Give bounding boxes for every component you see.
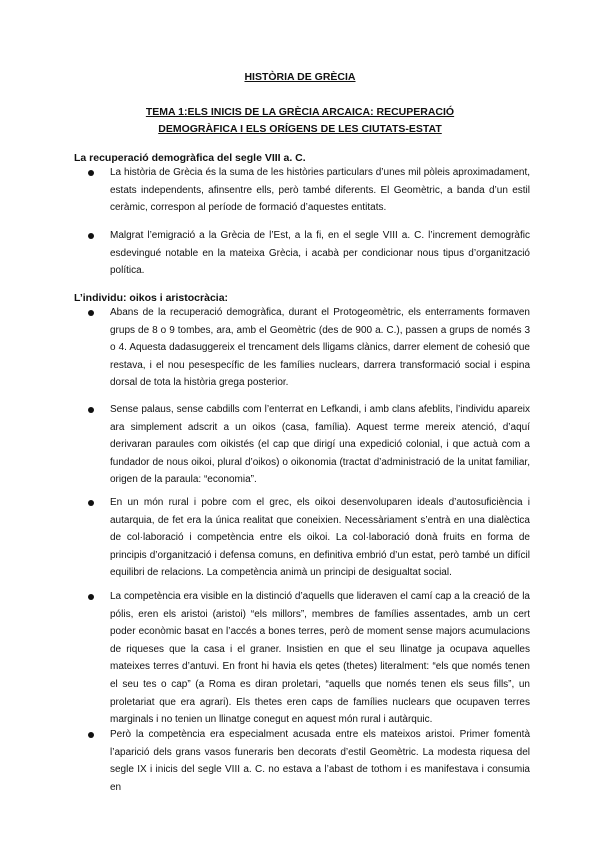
list-item-text: La història de Grècia és la suma de les històries particulars d’unes mil pòleis aproximadament, estats independents, afinsentre ells, però també diferents. El Geomètric, a banda d’un estil ceràmic, correspon al període de formació d’aquestes entitats.	[110, 167, 530, 214]
document-title: HISTÒRIA DE GRÈCIA	[244, 71, 356, 83]
bullet-icon	[88, 310, 94, 316]
chapter-title: TEMA 1:ELS INICIS DE LA GRÈCIA ARCAICA: RECUPERACIÓ DEMOGRÀFICA I ELS ORÍGENS DE LES CIUTATS-ESTAT	[145, 106, 455, 135]
list-item-text: Malgrat l’emigració a la Grècia de l’Est, a la fi, en el segle VIII a. C. l’increment demogràfic esdevingué notable en la mateixa Grècia, i acabà per condicionar nous tipus d’organització política.	[110, 230, 530, 277]
section-heading-demographic-recovery: La recuperació demogràfica del segle VIII a. C.	[74, 152, 306, 164]
bullet-icon	[88, 233, 94, 239]
list-item-text: Però la competència era especialment acusada entre els mateixos aristoi. Primer fomentà l’aparició dels grans vasos funeraris ben decorats d’estil Geomètric. La modesta riquesa del segle IX i inicis del segle VIII a. C. no estava a l’abast de tothom i es manifestava i consumia en	[110, 729, 530, 793]
bullet-icon	[88, 500, 94, 506]
bullet-icon	[88, 170, 94, 176]
list-item-text: En un món rural i pobre com el grec, els oikoi desenvoluparen ideals d’autosuficiència i autarquia, de fet era la única realitat que coneixien. Necessàriament s’entrà en una dialèctica de col·laboració i competència entre els oikoi. La col·laboració donà fruits en forma de principis d’organització i defensa comuns, en definitiva embrió d’un estat, però també un difícil equilibri de relacions. La competència animà un principi de desigualtat social.	[110, 497, 530, 579]
list-item-text: Abans de la recuperació demogràfica, durant el Protogeomètric, els enterraments formaven grups de 8 o 9 tombes, ara, amb el Geomètric (des de 900 a. C.), passen a grups de només 3 o 4. Aquesta dadasuggereix el trencament dels lligams clànics, darrer element de cohesió que restava, i el nou pesespecífic de les famílies nuclears, darrera transformació social i espina dorsal de tota la història grega posterior.	[110, 307, 530, 389]
list-item-text: La competència era visible en la distinció d’aquells que lideraven el camí cap a la creació de la pólis, eren els aristoi (aristoi) “els millors”, membres de famílies assentades, amb un cert poder econòmic basat en l’accés a bones terres, però de moment sense majors acumulacions de riqueses que la casa i el graner. Insistien en que el seu llinatge ja ocupava aquelles mateixes terres d’antuvi. En front hi havia els qetes (thetes) literalment: “els que només tenen el seu tes o cap” (a Roma es diran proletari, “aquells que només tenen els seus fills”, un proletariat que era agrari). Els thetes eren caps de famílies nuclears que ocupaven terres marginals i no tenien un llinatge conegut en aquest món rural i autàrquic.	[110, 591, 530, 726]
section-heading-individual: L’individu: oikos i aristocràcia:	[74, 292, 229, 304]
list-item-text: Sense palaus, sense cabdills com l’enterrat en Lefkandi, i amb clans afeblits, l’individu apareix ara simplement adscrit a un oikos (casa, família). Aquest terme mereix atenció, d’aquí derivaran paraules com oikistés (el cap que dirigí una expedició colonial, i que actuà com a fundador de nous oikoi, plural d’oikos) o oikonomia (tractat d’administració de la unitat familiar, origen de la paraula: “economia”.	[110, 404, 530, 486]
bullet-icon	[88, 732, 94, 738]
bullet-icon	[88, 594, 94, 600]
bullet-icon	[88, 407, 94, 413]
